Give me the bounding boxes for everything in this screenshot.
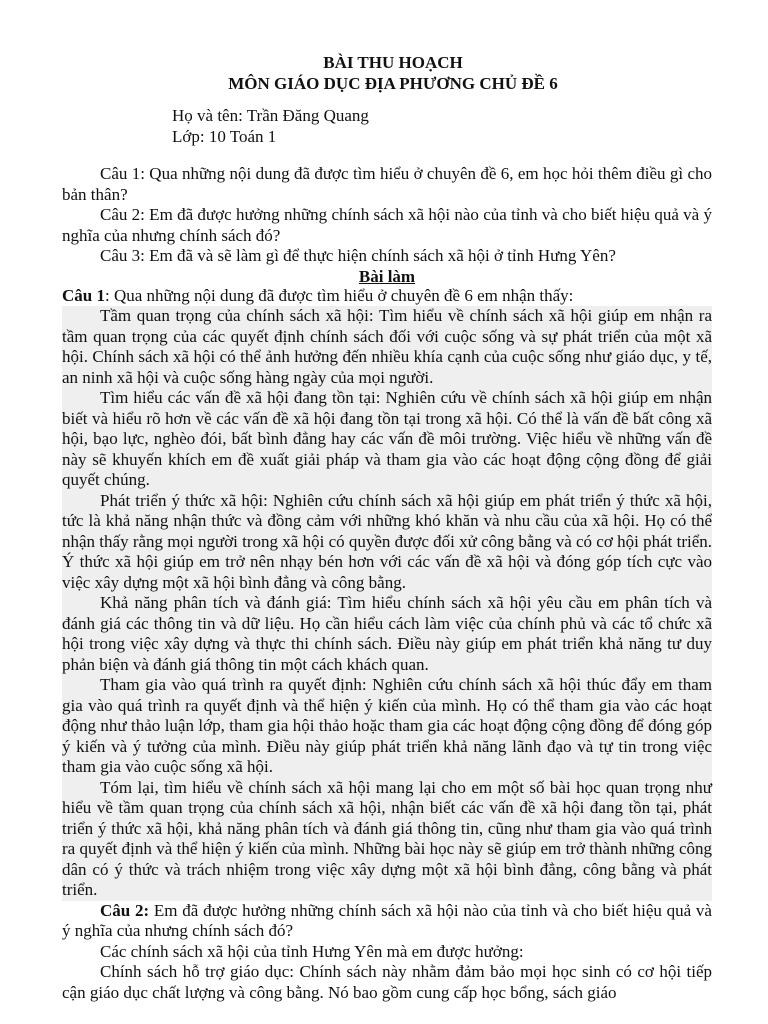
answer-1-body <box>62 306 712 901</box>
answer-1-label: Câu 1 <box>62 285 105 305</box>
question-1: Câu 1: Qua những nội dung đã được tìm hiểu ở chuyên đề 6, em học hỏi thêm điều gì cho bản thân? <box>62 164 712 204</box>
answer-1-paragraph: Tham gia vào quá trình ra quyết định: Nghiên cứu chính sách xã hội thúc đẩy em tham gia vào quá trình ra quyết định và thể hiện ý kiến của mình. Họ có thể tham gia vào các hoạt động như thảo luận lớp, tham gia hội thảo hoặc tham gia các hoạt động cộng đồng để đóng góp ý kiến và ý tưởng của mình. Điều này giúp phát triển khả năng lãnh đạo và tự tin trong việc tham gia vào cuộc sống xã hội. <box>62 675 712 776</box>
answer-1-paragraph: Khả năng phân tích và đánh giá: Tìm hiểu chính sách xã hội yêu cầu em phân tích và đánh giá các thông tin và dữ liệu. Họ cần hiểu cách làm việc của chính phủ và các tổ chức xã hội trong việc xây dựng và thực thi chính sách. Điều này giúp em phát triển khả năng tư duy phản biện và đánh giá thông tin một cách khách quan. <box>62 593 712 674</box>
title-line-1: BÀI THU HOẠCH <box>323 53 463 72</box>
answer-2-label: Câu 2: <box>100 900 150 920</box>
answer-2-paragraph: Các chính sách xã hội của tỉnh Hưng Yên mà em được hưởng: <box>100 941 524 961</box>
answer-heading: Bài làm <box>358 266 416 286</box>
answer-1-paragraph: Phát triển ý thức xã hội: Nghiên cứu chính sách xã hội giúp em phát triển ý thức xã hội, tức là khả năng nhận thức và đồng cảm với những khó khăn và nhu cầu của xã hội. Họ có thể nhận thấy rằng mọi người trong xã hội có quyền được đối xử công bằng và có cơ hội phát triển. Ý thức xã hội giúp em trở nên nhạy bén hơn với các vấn đề xã hội và đóng góp tích cực vào việc xây dựng một xã hội bình đẳng và công bằng. <box>62 490 712 592</box>
student-info <box>172 105 712 147</box>
answer-2-paragraph: Chính sách hỗ trợ giáo dục: Chính sách này nhằm đảm bảo mọi học sinh có cơ hội tiếp cận giáo dục chất lượng và công bằng. Nó bao gồm cung cấp học bổng, sách giáo <box>62 962 712 1002</box>
student-class: Lớp: 10 Toán 1 <box>172 127 277 146</box>
answer-1-paragraph: Tóm lại, tìm hiểu về chính sách xã hội mang lại cho em một số bài học quan trọng như hiểu về tầm quan trọng của chính sách xã hội, nhận biết các vấn đề xã hội đang tồn tại, phát triển ý thức xã hội, khả năng phân tích và đánh giá thông tin, cũng như tham gia vào quá trình ra quyết định và thể hiện ý kiến của mình. Những bài học này sẽ giúp em trở thành những công dân có ý thức và trách nhiệm trong việc xây dựng một xã hội bình đẳng, công bằng và phát triển. <box>62 777 712 899</box>
question-list <box>62 164 712 267</box>
answer-2-question <box>62 901 712 942</box>
title-line-2: MÔN GIÁO DỤC ĐỊA PHƯƠNG CHỦ ĐỀ 6 <box>228 74 558 93</box>
answer-1-paragraph: Tầm quan trọng của chính sách xã hội: Tìm hiểu về chính sách xã hội giúp em nhận ra tầm quan trọng của các quyết định chính sách đối với cuộc sống và sự phát triển của một xã hội. Chính sách xã hội có thể ảnh hưởng đến nhiều khía cạnh của cuộc sống như giáo dục, y tế, an ninh xã hội và cuộc sống hàng ngày của mọi người. <box>62 306 712 387</box>
student-name: Họ và tên: Trần Đăng Quang <box>172 106 369 125</box>
answer-1-intro <box>62 286 712 307</box>
question-3: Câu 3: Em đã và sẽ làm gì để thực hiện chính sách xã hội ở tỉnh Hưng Yên? <box>100 246 616 265</box>
document-title <box>74 52 712 94</box>
question-2: Câu 2: Em đã được hưởng những chính sách xã hội nào của tỉnh và cho biết hiệu quả và ý nghĩa của nhưng chính sách đó? <box>62 205 712 245</box>
answer-1-paragraph: Tìm hiểu các vấn đề xã hội đang tồn tại: Nghiên cứu về chính sách xã hội giúp em nhận biết và hiểu rõ hơn về các vấn đề xã hội đang tồn tại trong xã hội. Có thể là vấn đề bất công xã hội, bạo lực, nghèo đói, bất bình đẳng hay các vấn đề môi trường. Việc hiểu về những vấn đề này sẽ khuyến khích em đề xuất giải pháp và tham gia vào các hoạt động cộng đồng để giải quyết chúng. <box>62 388 712 489</box>
answer-1-intro-text: : Qua những nội dung đã được tìm hiểu ở chuyên đề 6 em nhận thấy: <box>104 285 574 305</box>
answer-2-question-text: Em đã được hưởng những chính sách xã hội nào của tỉnh và cho biết hiệu quả và ý nghĩa của nhưng chính sách đó? <box>62 900 712 940</box>
